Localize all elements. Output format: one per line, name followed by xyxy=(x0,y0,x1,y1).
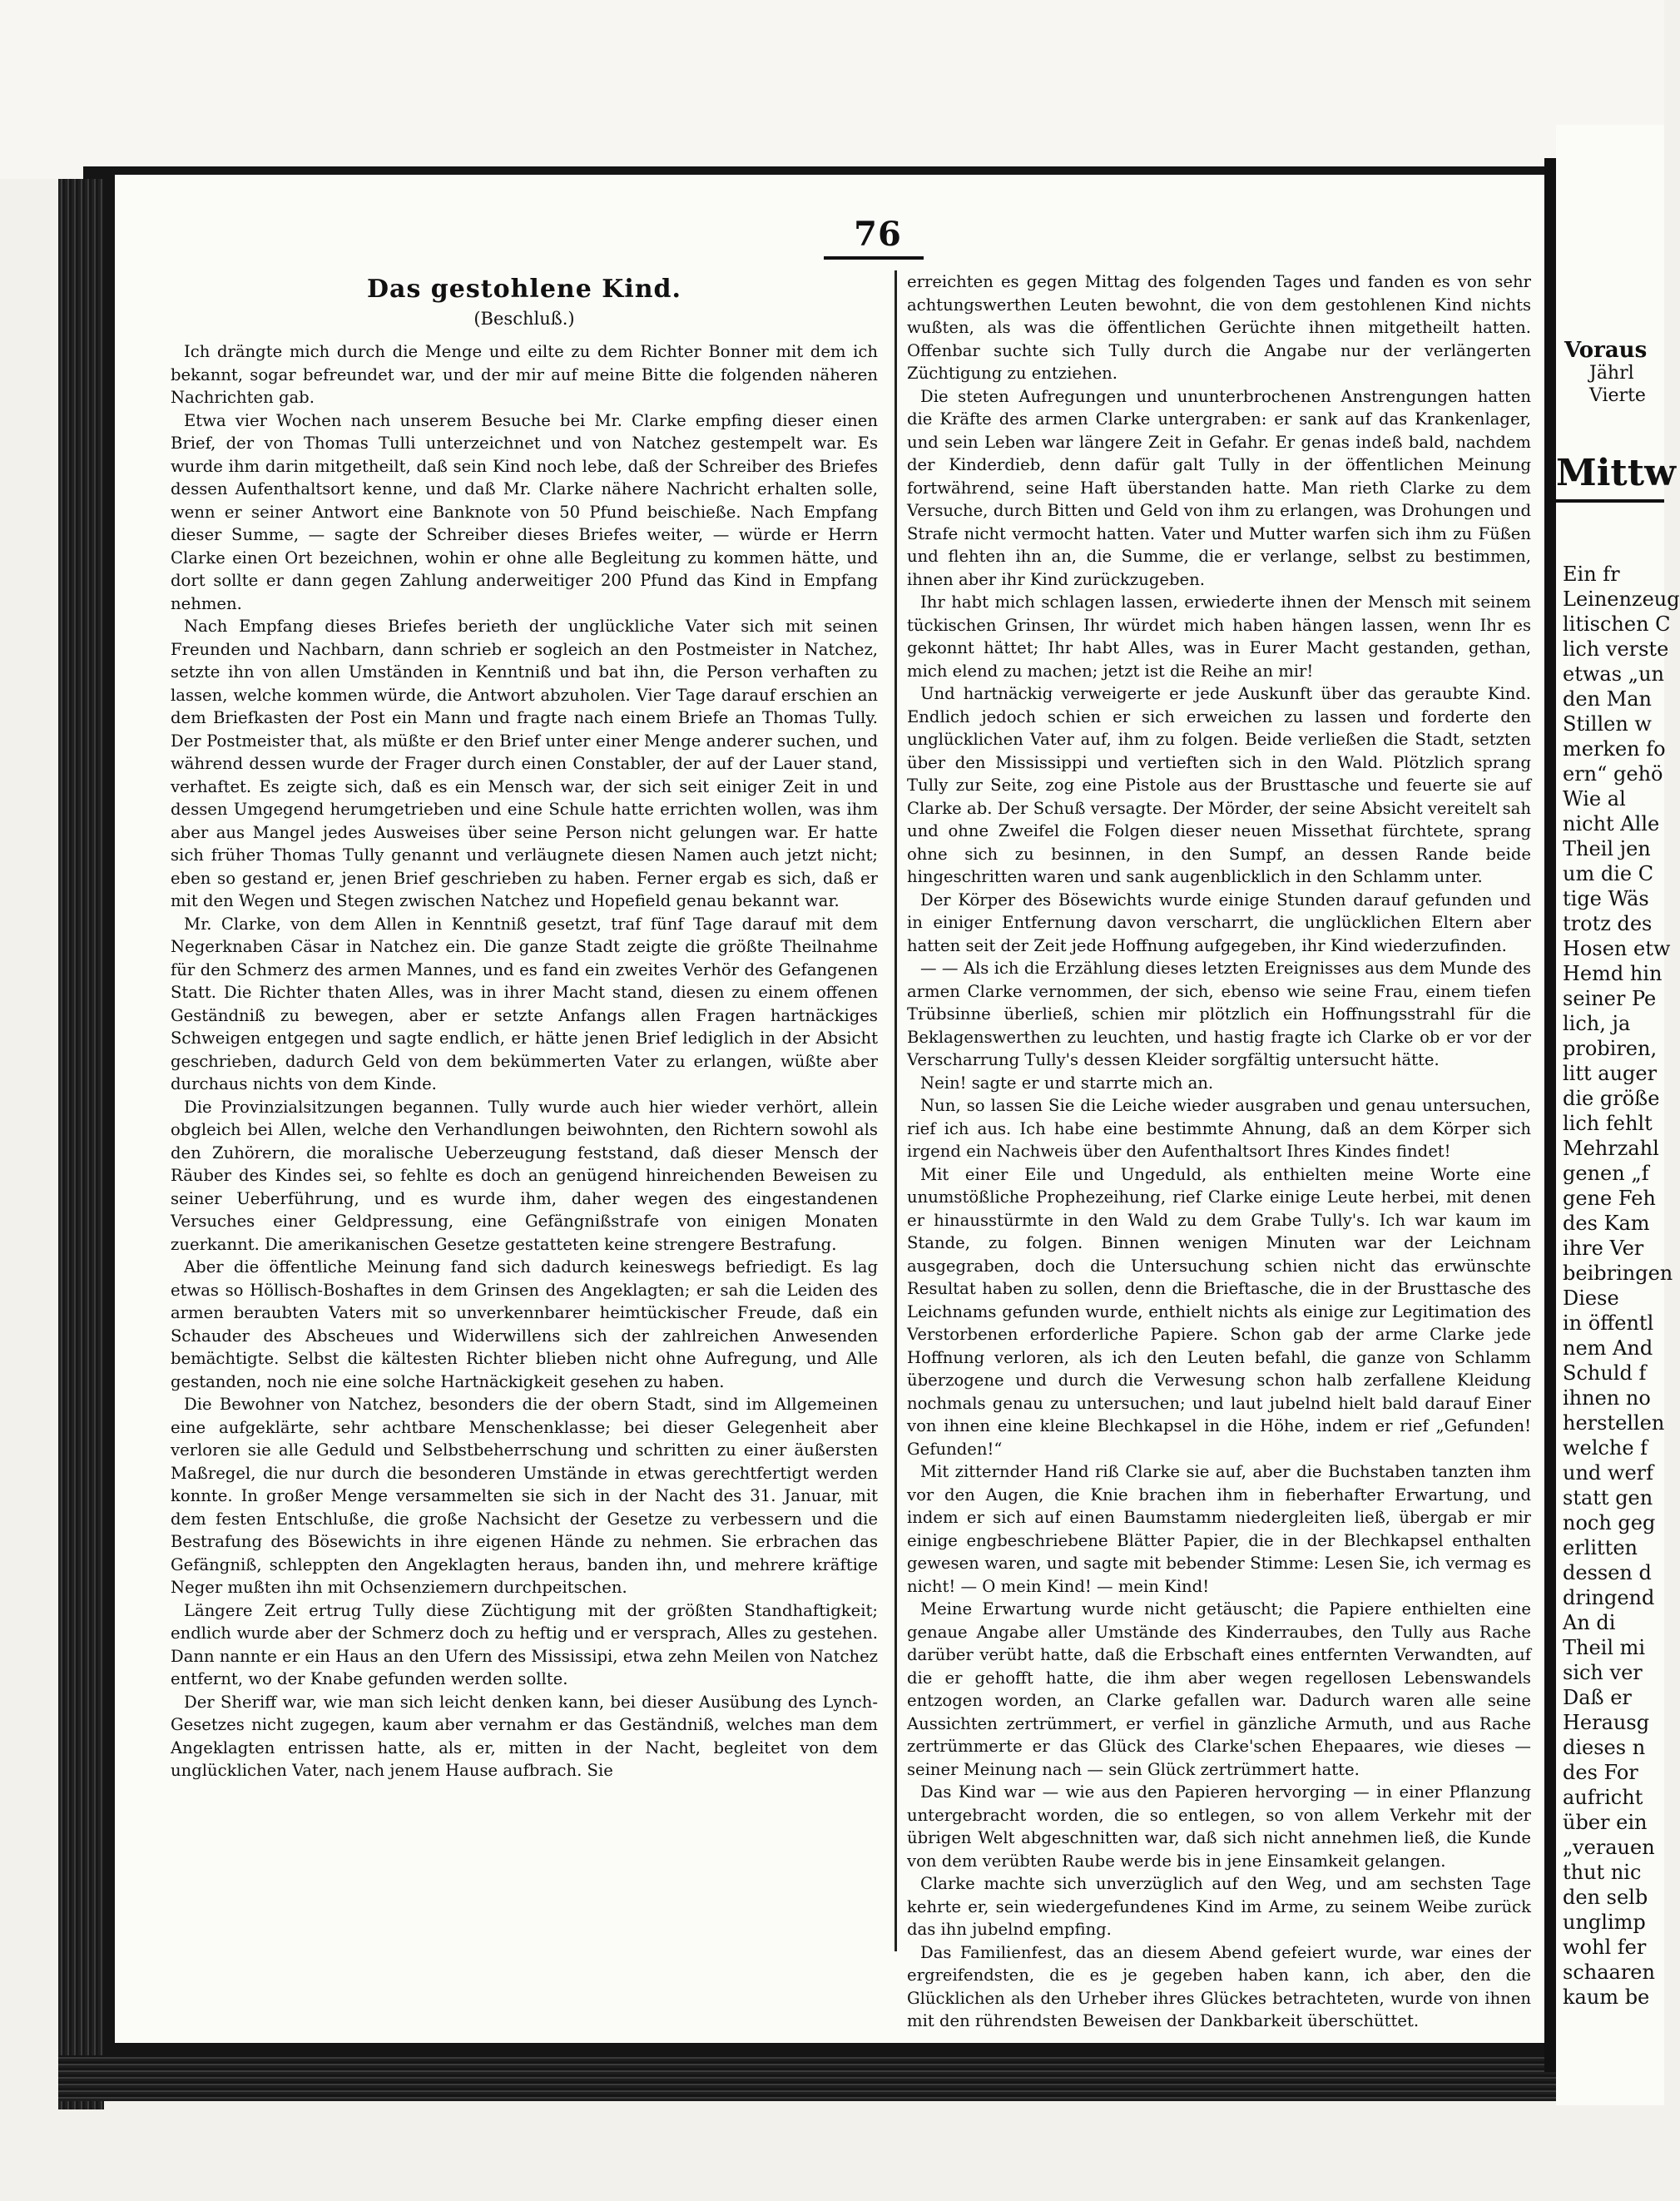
next-page-line: genen „f xyxy=(1563,1162,1649,1185)
book-left-edge xyxy=(58,179,104,2109)
next-page-line: dessen d xyxy=(1563,1561,1652,1584)
paragraph: Der Körper des Bösewichts wurde einige Stunden darauf gefunden und in einiger Entfernung davon verscharrt, die unglücklichen Eltern aber hatten seit der Zeit jede Hoffnung aufgegeben, ihr Kind wiederzufinden. xyxy=(907,890,1531,955)
next-page-fragments xyxy=(1556,562,1680,2010)
column-divider xyxy=(895,270,897,1951)
next-page-line: beibringen xyxy=(1563,1262,1673,1285)
article-left-column xyxy=(171,275,878,1782)
next-page-line: statt gen xyxy=(1563,1486,1653,1509)
page-number: 76 xyxy=(854,215,902,254)
article-title: Das gestohlene Kind. xyxy=(367,275,681,304)
next-page-line: Leinenzeug xyxy=(1563,587,1680,611)
article-subtitle: (Beschluß.) xyxy=(473,309,575,329)
paragraph: Aber die öffentliche Meinung fand sich dadurch keineswegs befriedigt. Es lag etwas so Höllisch-Boshaftes in dem Grinsen des Angeklagten; er sah die Leiden des armen beraubten Vaters mit so unverkennbarer heimtückischer Freude, daß ein Schauder des Abscheues und Widerwillens sich der zahlreichen Anwesenden bemächtigte. Selbst die kältesten Richter blieben nicht ohne Aufregung, und Alle gestanden, noch nie eine solche Hartnäckigkeit gesehen zu haben. xyxy=(171,1257,878,1391)
next-page-line: Herausg xyxy=(1563,1711,1650,1734)
next-page-line: trotz des xyxy=(1563,912,1653,935)
next-page-line: in öffentl xyxy=(1563,1311,1654,1335)
page-number-rule xyxy=(824,256,924,260)
next-page-line: nicht Alle xyxy=(1563,812,1660,835)
next-page-line: Theil mi xyxy=(1563,1636,1646,1659)
next-page-line: erlitten xyxy=(1563,1536,1638,1559)
paragraph: erreichten es gegen Mittag des folgenden Tages und fanden es von sehr achtungswerthen Leuten bewohnt, die von dem gestohlenen Kind nichts wußten, als was die öffentlichen Gerüchte ihnen mitgetheilt hatten. Offenbar suchte sich Tully durch die Angabe nur der verlängerten Züchtigung zu entziehen. xyxy=(907,272,1531,383)
paragraph: Der Sheriff war, wie man sich leicht denken kann, bei dieser Ausübung des Lynch-Gesetzes nicht zugegen, kaum aber vernahm er das Geständniß, welches man dem Angeklagten entrissen hatte, als er, mitten in der Nacht, begleitet von dem unglücklichen Vater, nach jenem Hause aufbrach. Sie xyxy=(171,1692,878,1780)
next-page-line: merken fo xyxy=(1563,737,1666,761)
paragraph: Ihr habt mich schlagen lassen, erwiederte ihnen der Mensch mit seinem tückischen Grinsen, Ihr würdet mich haben hängen lassen, wenn Ihr es gekonnt hättet; Ihr habt Alles, was in Eurer Macht gestanden, gethan, mich elend zu machen; jetzt ist die Reihe an mir! xyxy=(907,592,1531,681)
next-page-line: gene Feh xyxy=(1563,1187,1656,1210)
next-page-line: etwas „un xyxy=(1563,662,1664,686)
next-page-line: noch geg xyxy=(1563,1511,1656,1534)
next-page-line: Stillen w xyxy=(1563,712,1652,736)
paragraph: Die Bewohner von Natchez, besonders die der obern Stadt, sind im Allgemeinen eine aufgeklärte, sehr achtbare Menschenklasse; bei dieser Gelegenheit aber verloren sie alle Geduld und Selbstbeherrschung und schritten zu einer äußersten Maßregel, die nur durch die besonderen Umstände in etwas gerechtfertigt werden konnte. In großer Menge versammelten sie sich in der Nacht des 31. Januar, mit dem festen Entschluße, die große Nachsicht der Gesetze zu verbessern und die Bestrafung des Bösewichts in ihre eigenen Hände zu nehmen. Sie erbrachen das Gefängniß, schleppten den Angeklagten heraus, banden ihn, und mehrere kräftige Neger mußten ihn mit Ochsenziemern durchpeitschen. xyxy=(171,1395,878,1597)
next-page-line: die größe xyxy=(1563,1087,1660,1110)
next-page-line: An di xyxy=(1563,1611,1616,1634)
next-page-line: litischen C xyxy=(1563,612,1671,636)
next-page-line: des Kam xyxy=(1563,1212,1650,1235)
next-page-line: nem And xyxy=(1563,1336,1653,1360)
next-page-line: aufricht xyxy=(1563,1786,1643,1809)
article-right-column xyxy=(907,270,1531,2033)
next-page-line: thut nic xyxy=(1563,1861,1642,1884)
next-page-line: Mehrzahl xyxy=(1563,1137,1659,1160)
next-page-subheader: Jährl xyxy=(1589,363,1634,384)
next-page-line: Hemd hin xyxy=(1563,962,1663,985)
paragraph: Nein! sagte er und starrte mich an. xyxy=(920,1073,1214,1093)
next-page-line: dringend xyxy=(1563,1586,1655,1609)
next-page-line: dieses n xyxy=(1563,1736,1646,1759)
next-page-line: und werf xyxy=(1563,1461,1654,1485)
next-page-line: wohl fer xyxy=(1563,1936,1647,1959)
next-page-line: lich fehlt xyxy=(1563,1112,1653,1135)
next-page-line: ihnen no xyxy=(1563,1386,1651,1410)
next-page-masthead: Mittw xyxy=(1556,452,1676,494)
paragraph: Nun, so lassen Sie die Leiche wieder ausgraben und genau untersuchen, rief ich aus. Ich habe eine bestimmte Ahnung, daß an dem Körper sich irgend ein Nachweis über den Aufenthaltsort Ihres Kindes findet! xyxy=(907,1096,1531,1161)
next-page-line: Hosen etw xyxy=(1563,937,1671,960)
next-page-line: probiren, xyxy=(1563,1037,1658,1060)
next-page-line: ihre Ver xyxy=(1563,1237,1644,1260)
book-bottom-edge xyxy=(58,2055,1560,2101)
next-page-line: den selb xyxy=(1563,1886,1648,1909)
paragraph: — — Als ich die Erzählung dieses letzten Ereignisses aus dem Munde des armen Clarke vernommen, der sich, ebenso wie seine Frau, einem tiefen Trübsinne überließ, schien mir plötzlich ein Hoffnungsstrahl für die Beklagenswerthen zu leuchten, und hastig fragte ich Clarke ob er vor der Verscharrung Tully's dessen Kleider sorgfältig untersucht hätte. xyxy=(907,959,1531,1069)
next-page-line: „verauen xyxy=(1563,1836,1655,1859)
next-page-line: Ein fr xyxy=(1563,563,1620,586)
next-page-line: des For xyxy=(1563,1761,1638,1784)
paragraph: Meine Erwartung wurde nicht getäuscht; die Papiere enthielten eine genaue Angabe aller Umstände des Kinderraubes, den Tully aus Rache darüber verübt hatte, daß die Erbschaft eines entfernten Verwandten, auf die er gehofft hatte, die ihm aber wegen regellosen Lebenswandels entzogen worden, an Clarke gefallen war. Dadurch waren alle seine Aussichten zertrümmert, er verfiel in gänzliche Armuth, und aus Rache zertrümmerte er das Glück des Clarke'schen Ehepaares, wie dieses — seiner Meinung nach — sein Glück zertrümmert hatte. xyxy=(907,1599,1531,1779)
next-page-line: herstellen xyxy=(1563,1411,1665,1435)
next-page-line: Schuld f xyxy=(1563,1361,1647,1385)
paragraph: Das Kind war — wie aus den Papieren hervorging — in einer Pflanzung untergebracht worden, die so entlegen, so von allem Verkehr mit der übrigen Welt abgeschnitten war, daß sich nicht annehmen ließ, die Kunde von dem verübten Raube werde bis in jene Einsamkeit gelangen. xyxy=(907,1782,1531,1871)
masthead-rule xyxy=(1556,499,1664,503)
next-page-header: Voraus xyxy=(1564,338,1648,363)
next-page-line: den Man xyxy=(1563,687,1652,711)
next-page-line: Wie al xyxy=(1563,787,1626,811)
paragraph: Das Familienfest, das an diesem Abend gefeiert wurde, war eines der ergreifendsten, die es je gegeben haben kann, ich aber, den die Glücklichen als den Urheber ihres Glückes betrachteten, wurde von ihnen mit den rührendsten Beweisen der Dankbarkeit überschüttet. xyxy=(907,1942,1531,2030)
paragraph: Mit zitternder Hand riß Clarke sie auf, aber die Buchstaben tanzten ihm vor den Augen, die Knie brachen ihm in fieberhafter Erwartung, und indem er sich auf einen Baumstamm niedergleiten ließ, übergab er mir einige engbeschriebene Blätter Papier, die in der Blechkapsel enthalten gewesen waren, und sagte mit bebender Stimme: Lesen Sie, ich vermag es nicht! — O mein Kind! — mein Kind! xyxy=(907,1462,1531,1596)
next-page-line: Diese xyxy=(1563,1286,1619,1310)
next-page-line: litt auger xyxy=(1563,1062,1658,1085)
paragraph: Längere Zeit ertrug Tully diese Züchtigung mit der größten Standhaftigkeit; endlich wurde aber der Schmerz doch zu heftig und er versprach, Alles zu gestehen. Dann nannte er ein Haus an den Ufern des Mississipi, etwa zehn Meilen von Natchez entfernt, wo der Knabe gefunden werden sollte. xyxy=(171,1600,878,1688)
paragraph: Mr. Clarke, von dem Allen in Kenntniß gesetzt, traf fünf Tage darauf mit dem Negerknaben Cäsar in Natchez ein. Die ganze Stadt zeigte die größte Theilnahme für den Schmerz des armen Mannes, und es fand ein zweites Verhör des Gefangenen Statt. Die Richter thaten Alles, was in ihrer Macht stand, diesen zu einem offenen Geständniß zu bewegen, aber er setzte Anfangs allen Fragen hartnäckiges Schweigen entgegen und sagte endlich, er hätte jenen Brief lediglich in der Absicht geschrieben, dadurch Geld von dem bekümmerten Vater zu erlangen, wüßte aber durchaus nichts von dem Kinde. xyxy=(171,914,878,1093)
next-page-line: lich verste xyxy=(1563,637,1669,661)
paragraph: Nach Empfang dieses Briefes berieth der unglückliche Vater sich mit seinen Freunden und Nachbarn, dann schrieb er sogleich an den Postmeister in Natchez, setzte ihn von allen Umständen in Kenntniß und bat ihn, die Person verhaften zu lassen, welche kommen würde, die Antwort abzuholen. Vier Tage darauf erschien an dem Briefkasten der Post ein Mann und fragte nach einem Briefe an Thomas Tully. Der Postmeister that, als müßte er den Brief unter einer Menge anderer suchen, und während dessen wurde der Frager durch einen Constabler, der auf der Lauer stand, verhaftet. Es zeigte sich, daß es ein Mensch war, der sich seit einiger Zeit in und dessen Umgegend herumgetrieben und eine Schule hatte errichten wollen, was ihm aber aus Mangel jedes Ausweises über seine Person nicht gelungen war. Er hatte sich früher Thomas Tully genannt und verläugnete diesen Namen auch jetzt nicht; eben so gestand er, jenen Brief geschrieben zu haben. Ferner ergab es sich, daß er mit den Wegen und Stegen zwischen Natchez und Hopefield genau bekannt war. xyxy=(171,617,878,910)
paragraph: Die Provinzialsitzungen begannen. Tully wurde auch hier wieder verhört, allein obgleich bei Allen, welche den Verhandlungen beiwohnten, den Richtern sowohl als den Zuhörern, die moralische Ueberzeugung feststand, daß dieser Mensch der Räuber des Kindes sei, so fehlte es doch an genügend hinreichenden Beweisen zu seiner Ueberführung, und es wurde ihm, daher wegen des eingestandenen Versuches einer Geldpressung, eine Gefängnißstrafe von einigen Monaten zuerkannt. Die amerikanischen Gesetze gestatteten keine strengere Bestrafung. xyxy=(171,1097,878,1254)
next-page-line: welche f xyxy=(1563,1436,1648,1460)
next-page-line: schaaren xyxy=(1563,1961,1655,1984)
page-gutter xyxy=(1544,158,1556,2072)
paragraph: Clarke machte sich unverzüglich auf den Weg, und am sechsten Tage kehrte er, sein wiedergefundenes Kind im Arme, zu seinem Weibe zurück das ihn jubelnd empfing. xyxy=(907,1874,1531,1939)
next-page-line: über ein xyxy=(1563,1811,1648,1834)
scan-background xyxy=(0,0,1664,179)
next-page-line: seiner Pe xyxy=(1563,987,1657,1010)
next-page-line: sich ver xyxy=(1563,1661,1643,1684)
next-page-line: lich, ja xyxy=(1563,1012,1631,1035)
next-page-fragment xyxy=(1556,125,1680,2105)
next-page-line: Daß er xyxy=(1563,1686,1632,1709)
paragraph: Mit einer Eile und Ungeduld, als enthielten meine Worte eine unumstößliche Prophezeihung, rief Clarke einige Leute herbei, mit denen er hinausstürmte in den Wald zu dem Grabe Tully's. Ich war kaum im Stande, zu folgen. Binnen wenigen Minuten war der Leichnam ausgegraben, doch die Untersuchung schien nicht das erwünschte Resultat haben zu sollen, denn die Brieftasche, die in der Brusttasche des Leichnams gefunden wurde, enthielt nichts als einige zur Legitimation des Verstorbenen erforderliche Papiere. Schon gab der arme Clarke jede Hoffnung verloren, als ich den Leuten befahl, die ganze von Schlamm überzogene und durch die Verwesung schon halb zerfallene Kleidung nochmals genau zu untersuchen; und laut jubelnd hielt bald darauf Einer von ihnen eine kleine Blechkapsel in die Höhe, indem er rief „Gefunden! Gefunden!“ xyxy=(907,1164,1531,1459)
next-page-line: Theil jen xyxy=(1563,837,1651,860)
next-page-line: unglimp xyxy=(1563,1911,1646,1934)
next-page-line: tige Wäs xyxy=(1563,887,1649,910)
paragraph: Und hartnäckig verweigerte er jede Auskunft über das geraubte Kind. Endlich jedoch schien er sich erweichen zu lassen und forderte den unglücklichen Vater auf, ihm zu folgen. Beide verließen die Stadt, setzten über den Mississippi und vertieften sich in den Wald. Plötzlich sprang Tully zur Seite, zog eine Pistole aus der Brusttasche und feuerte sie auf Clarke ab. Der Schuß versagte. Der Mörder, der seine Absicht vereitelt sah und ohne Zweifel die Folgen dieser neuen Missethat fürchtete, sprang ohne sich zu besinnen, in den Sumpf, an dessen Rande beide hingeschritten waren und sank augenblicklich in den Schlamm unter. xyxy=(907,684,1531,886)
next-page-line: kaum be xyxy=(1563,1985,1650,2009)
next-page-line: ern“ gehö xyxy=(1563,762,1663,786)
paragraph: Die steten Aufregungen und ununterbrochenen Anstrengungen hatten die Kräfte des armen Clarke untergraben: er sank auf das Krankenlager, und sein Leben war längere Zeit in Gefahr. Er genas indeß bald, nachdem der Kinderdieb, denn dafür galt Tully in der öffentlichen Meinung fortwährend, seine Haft überstanden hatte. Man rieth Clarke zu dem Versuche, durch Bitten und Geld von ihm zu erlangen, was Drohungen und Strafe nicht vermocht hatten. Vater und Mutter warfen sich ihm zu Füßen und flehten ihn an, die Summe, die er verlange, selbst zu bestimmen, ihnen aber ihr Kind zurückzugeben. xyxy=(907,386,1531,589)
paragraph: Etwa vier Wochen nach unserem Besuche bei Mr. Clarke empfing dieser einen Brief, der von Thomas Tulli unterzeichnet und von Natchez gestempelt war. Es wurde ihm darin mitgetheilt, daß sein Kind noch lebe, daß der Schreiber des Briefes dessen Aufenthaltsort kenne, und daß Mr. Clarke nähere Nachricht erhalten solle, wenn er seiner Antwort eine Banknote von 50 Pfund beischieße. Nach Empfang dieser Summe, — sagte der Schreiber dieses Briefes weiter, — würde er Herrn Clarke einen Ort bezeichnen, wohin er ohne alle Begleitung zu kommen hätte, und dort sollte er dann gegen Zahlung anderweitiger 200 Pfund das Kind in Empfang nehmen. xyxy=(171,410,878,613)
paragraph: Ich drängte mich durch die Menge und eilte zu dem Richter Bonner mit dem ich bekannt, sogar befreundet war, und der mir auf meine Bitte die folgenden näheren Nachrichten gab. xyxy=(171,342,878,407)
next-page-subheader: Vierte xyxy=(1589,385,1646,406)
next-page-line: um die C xyxy=(1563,862,1654,885)
